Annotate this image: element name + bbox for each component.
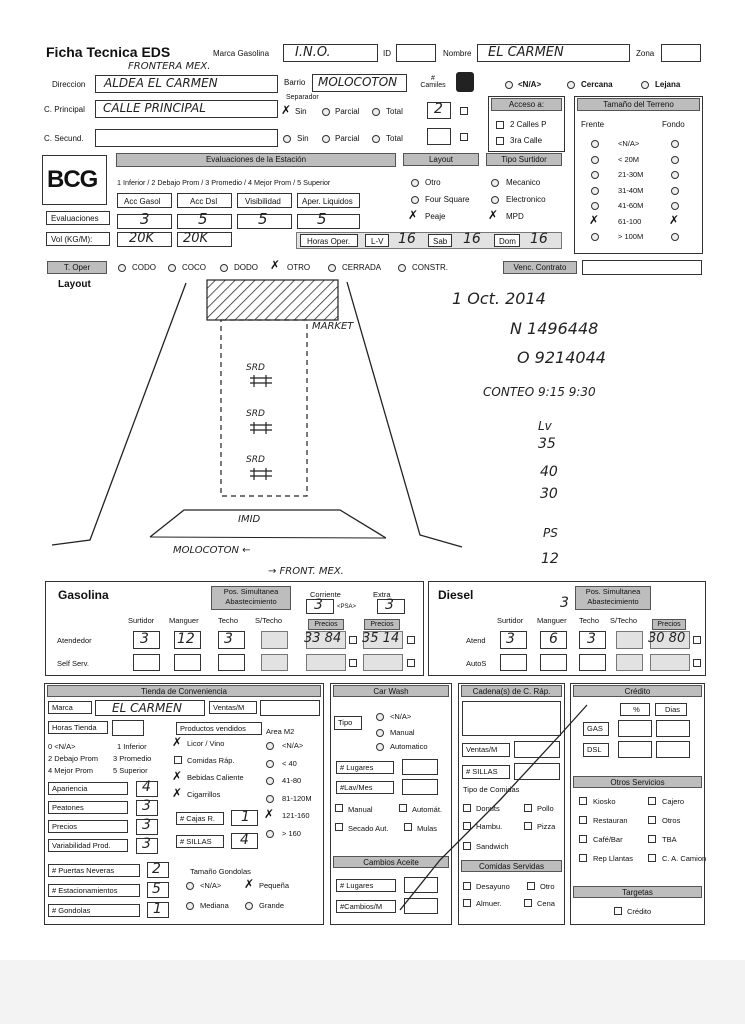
note-lv: Lv bbox=[538, 419, 552, 433]
tamano-option-label-3: 31-40M bbox=[618, 185, 644, 195]
servida-desayuno-label: Desayuno bbox=[476, 882, 510, 891]
separador-sin-label: Sin bbox=[295, 107, 307, 116]
targeta-credito-label: Crédito bbox=[627, 907, 652, 916]
pump-3-label: SRD bbox=[246, 455, 265, 465]
separador-secund-sin-label: Sin bbox=[297, 134, 309, 143]
producto-cigarrillos-mark[interactable]: ✗ bbox=[172, 786, 183, 800]
corriente-label: Corriente bbox=[310, 590, 341, 599]
tamano-fondo-mark-5[interactable]: ✗ bbox=[669, 212, 680, 227]
carwash-lavmes-label: #Lav/Mes bbox=[336, 781, 394, 794]
acceso-3racalle-label: 3ra Calle bbox=[510, 136, 543, 145]
separador-parcial-label: Parcial bbox=[335, 107, 360, 116]
sab-value: 16 bbox=[463, 231, 481, 247]
area-label-1: < 40 bbox=[282, 758, 297, 768]
rating-label-3: Variabilidad Prod. bbox=[48, 839, 128, 852]
servida-cena-label: Cena bbox=[537, 899, 555, 908]
rating-label-0: Apariencia bbox=[48, 782, 128, 795]
tienda-sillas-value: 4 bbox=[240, 832, 249, 848]
area-label-5: > 160 bbox=[282, 828, 301, 838]
gas-precio-extra-value: 35 14 bbox=[362, 631, 400, 646]
aceite-cambios-label: #Cambios/M bbox=[336, 900, 396, 913]
tienda-scale-0: 0 <N/A> bbox=[48, 742, 76, 751]
note-date: 1 Oct. 2014 bbox=[452, 289, 546, 308]
atend-label: Atend bbox=[466, 636, 486, 645]
estacionamientos-label: # Estacionamientos bbox=[48, 884, 140, 897]
pump-2-label: SRD bbox=[246, 409, 265, 419]
dsl-surtidor-value: 3 bbox=[506, 631, 515, 647]
gondola-mediana-label: Mediana bbox=[200, 901, 229, 910]
distancia-cercana-label: Cercana bbox=[581, 80, 613, 89]
carwash-tipo-label: Tipo bbox=[334, 716, 362, 730]
pump-1-label: SRD bbox=[246, 363, 265, 373]
direccion-note: FRONTERA MEX. bbox=[128, 61, 211, 72]
otro-servicio-label-5: TBA bbox=[662, 835, 677, 844]
puertas-neveras-value: 2 bbox=[152, 861, 161, 877]
comida-pollo-label: Pollo bbox=[537, 804, 554, 813]
servida-otro-label: Otro bbox=[540, 882, 555, 891]
self-serv-label: Self Serv. bbox=[57, 659, 89, 668]
otro-servicio-label-6: Rep Llantas bbox=[593, 854, 634, 863]
direccion-label: Direccion bbox=[52, 80, 86, 89]
toper-mark-3[interactable]: ✗ bbox=[270, 258, 281, 272]
gondola-na-label: <N/A> bbox=[200, 881, 222, 890]
atendedor-label: Atendedor bbox=[57, 636, 92, 645]
separador-label: Separador bbox=[286, 94, 319, 101]
venc-contrato-label: Venc. Contrato bbox=[503, 261, 577, 274]
toper-label-3: OTRO bbox=[287, 263, 311, 272]
tamano-option-label-1: < 20M bbox=[618, 154, 640, 164]
dsl-surtidor-header: Surtidor bbox=[497, 616, 524, 625]
diesel-pos-value: 3 bbox=[560, 595, 569, 611]
island-label: IMID bbox=[238, 514, 261, 525]
comida-donuts-label: Donuts bbox=[476, 804, 500, 813]
credito-title: Crédito bbox=[573, 685, 702, 697]
area-label-4: 121-160 bbox=[282, 811, 310, 820]
sab-label-box: Sab bbox=[428, 234, 452, 247]
tamano-frente-mark-5[interactable]: ✗ bbox=[589, 212, 600, 227]
cadena-title: Cadena(s) de C. Ráp. bbox=[461, 685, 562, 697]
area-mark-4[interactable]: ✗ bbox=[264, 807, 275, 821]
tienda-scale-5: 5 Superior bbox=[113, 766, 148, 775]
road-bottom-label: → FRONT. MEX. bbox=[268, 566, 344, 577]
lv-label-box: L-V bbox=[365, 234, 389, 247]
gasolina-pos-sim-title: Pos. Simultanea Abastecimiento bbox=[211, 586, 291, 610]
acc-dsl-header: Acc Dsl bbox=[177, 193, 232, 208]
gas-surtidor-value: 3 bbox=[140, 631, 149, 647]
producto-licor-mark[interactable]: ✗ bbox=[172, 735, 183, 749]
extra-label: Extra bbox=[373, 590, 391, 599]
toper-label-1: COCO bbox=[182, 263, 206, 272]
calle-principal-value: CALLE PRINCIPAL bbox=[103, 101, 206, 115]
dsl-precio-value: 30 80 bbox=[648, 631, 686, 646]
tienda-title: Tienda de Conveniencia bbox=[47, 685, 321, 697]
autos-label: AutoS bbox=[466, 659, 487, 668]
otro-servicio-label-3: Otros bbox=[662, 816, 681, 825]
carwash-auto-label: Automatico bbox=[390, 742, 428, 751]
tipo-comidas-title: Tipo de Comidas bbox=[463, 785, 520, 794]
evaluaciones-scale: 1 Inferior / 2 Debajo Prom / 3 Promedio / 4 Mejor Prom / 5 Superior bbox=[117, 178, 331, 187]
dom-label-box: Dom bbox=[494, 234, 520, 247]
surtidor-electronico-label: Electronico bbox=[506, 195, 546, 204]
note-ps: PS bbox=[543, 526, 558, 540]
pos-corriente-value: 3 bbox=[314, 597, 323, 613]
dsl-techo-header: Techo bbox=[579, 616, 600, 625]
surtidor-mecanico-label: Mecanico bbox=[506, 178, 541, 187]
form-title: Ficha Tecnica EDS bbox=[46, 44, 171, 60]
distancia-na-label: <N/A> bbox=[518, 80, 542, 89]
targetas-title: Targetas bbox=[573, 886, 702, 898]
carwash-lugares-label: # Lugares bbox=[336, 761, 394, 774]
market-label: MARKET bbox=[312, 321, 354, 332]
scan-bottom-margin bbox=[0, 960, 745, 1024]
tamano-gondolas-title: Tamaño Gondolas bbox=[190, 867, 251, 876]
carwash-automat-label: Automát. bbox=[412, 805, 443, 814]
barrio-label: Barrio bbox=[284, 78, 306, 87]
separador-total-label: Total bbox=[386, 107, 403, 116]
comida-hambu-label: Hambu. bbox=[476, 822, 503, 831]
productos-vendidos-label: Productos vendidos bbox=[176, 722, 262, 735]
gondola-pequena-label: Pequeña bbox=[259, 881, 290, 890]
tienda-scale-3: 3 Promedio bbox=[113, 754, 152, 763]
area-label-2: 41-80 bbox=[282, 776, 302, 785]
note-west: O 9214044 bbox=[517, 348, 606, 367]
gas-precio-corr-value: 33 84 bbox=[304, 631, 342, 646]
gondolas-label: # Gondolas bbox=[48, 904, 140, 917]
surtidor-mpd-label: MPD bbox=[506, 212, 524, 221]
lv-value: 16 bbox=[398, 231, 416, 247]
tienda-marca-label: Marca bbox=[48, 701, 92, 714]
cajas-value: 1 bbox=[241, 809, 250, 825]
producto-comidas-label: Comidas Ráp. bbox=[187, 756, 235, 765]
barrio-value: MOLOCOTON bbox=[318, 75, 398, 89]
gondolas-value: 1 bbox=[153, 901, 162, 917]
acc-dsl-value: 5 bbox=[198, 210, 208, 228]
aceite-lugares-label: # Lugares bbox=[336, 879, 396, 892]
puertas-neveras-label: # Puertas Neveras bbox=[48, 864, 140, 877]
otro-servicio-label-7: C. A. Camion bbox=[662, 854, 707, 863]
carwash-manual-opt-label: Manual bbox=[348, 805, 373, 814]
dom-value: 16 bbox=[530, 231, 548, 247]
area-m2-label: Area M2 bbox=[266, 727, 295, 736]
tienda-scale-4: 4 Mejor Prom bbox=[48, 766, 94, 775]
tipo-surtidor-title: Tipo Surtidor bbox=[486, 153, 562, 166]
gas-manguer-value: 12 bbox=[177, 631, 195, 647]
layout-foursquare-label: Four Square bbox=[425, 195, 470, 204]
dsl-manguer-value: 6 bbox=[549, 631, 558, 647]
gas-techo-value: 3 bbox=[224, 631, 233, 647]
note-count-2: 40 bbox=[540, 464, 558, 480]
marca-gasolina-label: Marca Gasolina bbox=[213, 49, 270, 58]
layout-peaje-mark[interactable]: ✗ bbox=[408, 208, 419, 222]
tienda-marca-value: EL CARMEN bbox=[112, 701, 182, 715]
comida-sandwich-label: Sandwich bbox=[476, 842, 509, 851]
carwash-na-label: <N/A> bbox=[390, 712, 412, 721]
tienda-sillas-label: # SILLAS bbox=[176, 835, 224, 848]
id-label: ID bbox=[383, 49, 391, 58]
producto-cigarrillos-label: Cigarrillos bbox=[187, 790, 221, 799]
tamano-option-label-2: 21-30M bbox=[618, 170, 644, 179]
note-count-1: 35 bbox=[538, 436, 556, 452]
dsl-techo-value: 3 bbox=[587, 631, 596, 647]
rating-value-3: 3 bbox=[142, 836, 151, 852]
comida-pizza-label: Pizza bbox=[537, 822, 556, 831]
tamano-option-label-0: <N/A> bbox=[618, 139, 640, 148]
producto-bebidas-mark[interactable]: ✗ bbox=[172, 769, 183, 783]
visibilidad-header: Visibilidad bbox=[237, 193, 292, 208]
rating-label-1: Peatones bbox=[48, 801, 128, 814]
fondo-label: Fondo bbox=[662, 120, 685, 129]
otro-servicio-label-4: Café/Bar bbox=[593, 835, 623, 844]
credito-dsl-label: DSL bbox=[583, 743, 609, 757]
rating-label-2: Precios bbox=[48, 820, 128, 833]
tienda-scale-1: 1 Inferior bbox=[117, 742, 147, 751]
cadena-ventas-label: Ventas/M bbox=[462, 743, 510, 757]
note-count-4: 12 bbox=[541, 551, 559, 567]
toper-label-4: CERRADA bbox=[342, 263, 382, 272]
gondola-pequena-mark[interactable]: ✗ bbox=[244, 877, 255, 891]
calle-secundaria-label: C. Secund. bbox=[44, 134, 84, 143]
evaluaciones-label: Evaluaciones bbox=[51, 214, 99, 223]
camiles-label: # Camiles bbox=[420, 75, 446, 89]
gasolina-title: Gasolina bbox=[58, 588, 109, 602]
horas-oper-label-box: Horas Oper. bbox=[300, 234, 358, 247]
calle-principal-label: C. Principal bbox=[44, 105, 85, 114]
dsl-precio-header: Precios bbox=[652, 619, 686, 630]
visibilidad-value: 5 bbox=[258, 210, 268, 228]
direccion-value: ALDEA EL CARMEN bbox=[104, 76, 218, 90]
horas-tienda-label: Horas Tienda bbox=[48, 721, 108, 734]
otro-servicio-label-2: Restauran bbox=[593, 816, 628, 825]
tienda-ventas-label: Ventas/M bbox=[209, 701, 257, 714]
gas-precio-extra-header: Precios bbox=[364, 619, 400, 630]
layout-type-title: Layout bbox=[403, 153, 479, 166]
tipo-operacion-label: T. Oper bbox=[47, 261, 107, 274]
carwash-mulas-label: Mulas bbox=[417, 824, 438, 833]
gas-techo-header: Techo bbox=[218, 616, 239, 625]
producto-licor-label: Licor / Vino bbox=[187, 739, 225, 748]
tamano-terreno-title: Tamaño del Terreno bbox=[577, 98, 700, 111]
note-count-3: 30 bbox=[540, 486, 558, 502]
diesel-pos-sim-title: Pos. Simultanea Abastecimiento bbox=[575, 586, 651, 610]
gas-surtidor-header: Surtidor bbox=[128, 616, 155, 625]
note-north: N 1496448 bbox=[510, 319, 599, 338]
aper-liquidos-header: Aper. Liquidos bbox=[297, 193, 360, 208]
camiles-value: 2 bbox=[434, 101, 443, 117]
area-label-0: <N/A> bbox=[282, 741, 304, 750]
gas-stecho-header: S/Techo bbox=[255, 616, 283, 625]
dsl-manguer-header: Manguer bbox=[537, 616, 567, 625]
separador-principal-sin-mark[interactable]: ✗ bbox=[281, 103, 292, 117]
servida-almuer-label: Almuer. bbox=[476, 899, 502, 908]
credito-gas-label: GAS bbox=[583, 722, 609, 736]
acc-gasol-value: 3 bbox=[140, 210, 150, 228]
toper-label-5: CONSTR. bbox=[412, 263, 448, 272]
aper-liquidos-value: 5 bbox=[317, 210, 327, 228]
pos-extra-value: 3 bbox=[385, 597, 394, 613]
producto-bebidas-label: Bebidas Caliente bbox=[187, 773, 244, 782]
vol-gasol-value: 20K bbox=[129, 231, 155, 246]
acceso-title: Acceso a: bbox=[491, 98, 562, 111]
gas-precio-corr-header: Precios bbox=[308, 619, 344, 630]
cadena-sillas-label: # SILLAS bbox=[462, 765, 510, 779]
cambios-aceite-title: Cambios Aceite bbox=[333, 856, 449, 868]
tamano-option-label-6: > 100M bbox=[618, 232, 644, 241]
credito-pct-label: % bbox=[620, 703, 650, 716]
note-conteo: CONTEO 9:15 9:30 bbox=[483, 385, 596, 399]
rating-value-2: 3 bbox=[142, 817, 151, 833]
otro-servicio-label-0: Kiosko bbox=[593, 797, 616, 806]
bcg-logo: BCG bbox=[42, 155, 107, 205]
dsl-stecho-header: S/Techo bbox=[610, 616, 638, 625]
tienda-scale-2: 2 Debajo Prom bbox=[48, 754, 99, 763]
carwash-manual-label: Manual bbox=[390, 728, 415, 737]
toper-label-2: DODO bbox=[234, 263, 258, 272]
carwash-secado-label: Secado Aut. bbox=[348, 824, 389, 833]
acc-gasol-header: Acc Gasol bbox=[117, 193, 172, 208]
frente-label: Frente bbox=[581, 120, 605, 129]
zona-label: Zona bbox=[636, 49, 655, 58]
gondola-grande-label: Grande bbox=[259, 901, 285, 910]
layout-sketch-label: Layout bbox=[58, 279, 91, 290]
rating-value-0: 4 bbox=[142, 779, 151, 795]
diesel-title: Diesel bbox=[438, 588, 474, 602]
layout-otro-label: Otro bbox=[425, 178, 441, 187]
otro-servicio-label-1: Cajero bbox=[662, 797, 685, 806]
vol-label: Vol (KG/M): bbox=[51, 235, 93, 244]
distancia-lejana-label: Lejana bbox=[655, 80, 681, 89]
tamano-option-label-4: 41-60M bbox=[618, 201, 644, 210]
comidas-servidas-title: Comidas Servidas bbox=[461, 860, 562, 872]
rating-value-1: 3 bbox=[142, 798, 151, 814]
marca-gasolina-value: I.N.O. bbox=[295, 45, 331, 60]
road-left-label: MOLOCOTON ← bbox=[173, 545, 251, 556]
gas-manguer-header: Manguer bbox=[169, 616, 199, 625]
separador-secund-parcial-label: Parcial bbox=[335, 134, 360, 143]
estacionamientos-value: 5 bbox=[152, 881, 161, 897]
layout-peaje-label: Peaje bbox=[425, 212, 446, 221]
separador-secund-total-label: Total bbox=[386, 134, 403, 143]
tamano-option-label-5: 61-100 bbox=[618, 216, 642, 226]
cajas-label: # Cajas R. bbox=[176, 812, 224, 825]
otros-servicios-title: Otros Servicios bbox=[573, 776, 702, 788]
evaluaciones-title: Evaluaciones de la Estación bbox=[116, 153, 396, 167]
acceso-2calles-label: 2 Calles P bbox=[510, 120, 547, 129]
nombre-value: EL CARMEN bbox=[488, 45, 564, 60]
credito-dias-label: Dias bbox=[655, 703, 687, 716]
vol-dsl-value: 20K bbox=[183, 231, 209, 246]
nombre-label: Nombre bbox=[443, 49, 472, 58]
area-label-3: 81-120M bbox=[282, 793, 312, 803]
surtidor-mpd-mark[interactable]: ✗ bbox=[488, 208, 499, 222]
carwash-title: Car Wash bbox=[333, 685, 449, 697]
toper-label-0: CODO bbox=[132, 263, 156, 272]
psa-label: <PSA> bbox=[337, 604, 357, 610]
